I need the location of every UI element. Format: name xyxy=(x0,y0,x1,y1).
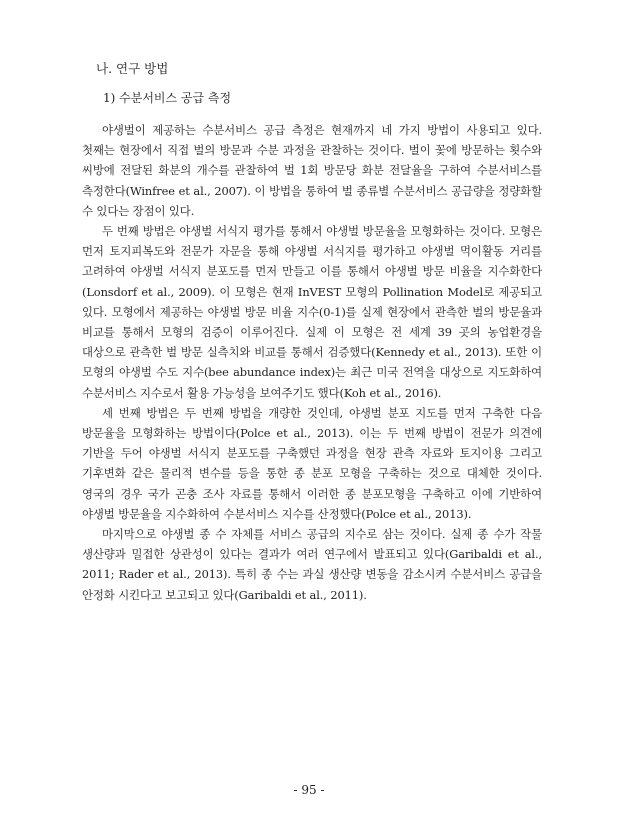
paragraph-4: 마지막으로 야생벌 종 수 자체를 서비스 공급의 지수로 삼는 것이다. 실제 종 수가 작물 생산량과 밀접한 상관성이 있다는 결과가 여러 연구에서 발표되고 있다(Garibaldi et al., 2011; Rader et al., 2013). 특히 종 수는 과실 생산량 변동을 감소시켜 수분서비스 공급을 안정화 시킨다고 보고되고 있다(Garibaldi et al., 2011). xyxy=(82,527,542,602)
paragraph-3: 세 번째 방법은 두 번째 방법을 개량한 것인데, 야생벌 분포 지도를 먼저 구축한 다음 방문율을 모형화하는 방법이다(Polce et al., 2013). 이는 두 번째 방법이 전문가 의견에 기반을 두어 야생벌 서식지 분포도를 구축했던 과정을 현장 관측 자료와 토지이용 그리고 기후변화 같은 물리적 변수를 등을 통한 종 분포 모형을 구축하는 것으로 대체한 것이다. 영국의 경우 국가 곤충 조사 자료를 통해서 이러한 종 분포모형을 구축하고 이에 기반하여 야생벌 방문율을 지수화하여 수분서비스 지수를 산정했다(Polce et al., 2013). xyxy=(82,405,542,521)
subsection-heading: 1) 수분서비스 공급 측정 xyxy=(103,91,232,105)
paragraph-1: 야생벌이 제공하는 수분서비스 공급 측정은 현재까지 네 가지 방법이 사용되고 있다. 첫째는 현장에서 직접 벌의 방문과 수분 과정을 관찰하는 것이다. 벌이 꽃에 방문하는 횟수와 씨방에 전달된 화분의 개수를 관찰하여 벌 1회 방문당 화분 전달율을 구하여 수분서비스를 측정한다(Winfree et al., 2007). 이 방법을 통하여 벌 종류별 수분서비스 공급량을 정량화할 수 있다는 장점이 있다. xyxy=(82,123,542,218)
paragraph-2: 두 번째 방법은 야생벌 서식지 평가를 통해서 야생벌 방문율을 모형화하는 것이다. 모형은 먼저 토지피복도와 전문가 자문을 통해 야생벌 서식지를 평가하고 야생벌 먹이활동 거리를 고려하여 야생벌 서식지 분포도를 먼저 만들고 이를 통해서 야생벌 방문 비율을 지수화한다(Lonsdorf et al., 2009). 이 모형은 현재 InVEST 모형의 Pollination Model로 제공되고 있다. 모형에서 제공하는 야생벌 방문 비율 지수(0-1)를 실제 현장에서 관측한 벌의 방문율과 비교를 통해서 모형의 검증이 이루어진다. 실제 이 모형은 전 세계 39 곳의 농업환경을 대상으로 관측한 벌 방문 실측치와 비교를 통해서 검증했다(Kennedy et al., 2013). 또한 이 모형의 야생벌 수도 지수(bee abundance index)는 최근 미국 전역을 대상으로 지도화하여 수분서비스 지수로서 활용 가능성을 보여주기도 했다(Koh et al., 2016). xyxy=(82,224,542,400)
body-text xyxy=(82,120,542,605)
section-heading: 나. 연구 방법 xyxy=(96,61,169,76)
page-number: - 95 - xyxy=(293,783,325,797)
